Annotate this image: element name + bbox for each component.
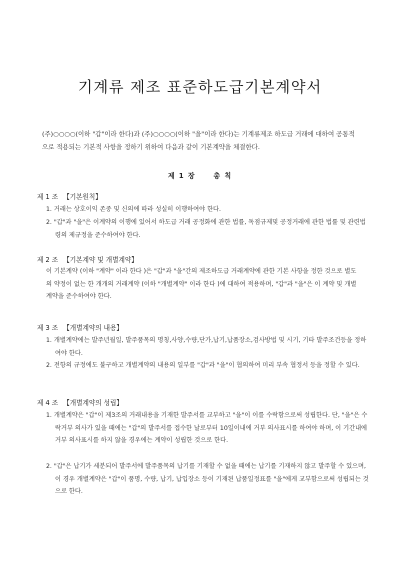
article-4-heading (37, 397, 123, 407)
article-title: 【기본계약 및 개별계약】 (63, 256, 138, 264)
article-title: 【개별계약의 내용】 (63, 324, 124, 332)
article-number: 제 4 조 (37, 399, 59, 407)
article-2-heading (37, 254, 138, 264)
chapter-name: 총 칙 (213, 172, 233, 180)
article-1-heading (37, 191, 102, 201)
document-title: 기계류 제조 표준하도급기본계약서 (78, 78, 322, 96)
article-number: 제 3 조 (37, 324, 59, 332)
article-1-item-1: 1. 거래는 상호이익 존중 및 신의에 따라 성실히 이행하여야 한다. (46, 206, 221, 213)
article-title: 【기본원칙】 (63, 193, 102, 201)
article-1-item-2: 2. "갑"과 "을"은 이계약의 이행에 있어서 하도급 거래 공정화에 관한 법률, 독점규제및 공정거래에 관한 법률 및 관련법령의 제규정을 준수하여야 한다. (46, 219, 366, 239)
chapter-number: 제 1 장 (167, 172, 196, 180)
article-4-item-2: 2. "갑"은 납기가 세분되어 발주서에 발주품목의 납기를 기재할 수 없을 때에는 납기를 기재하지 않고 발주할 수 있으며, 이 경우 개별계약은 "갑"이 품명, 수량, 납기, 납입장소 등이 기재된 납품일정표를 "을"에게 교부함으로써 성립되는 것으로 한다. (46, 463, 369, 495)
chapter-heading (0, 170, 400, 180)
article-3-item-1: 1. 개별계약에는 발주년월일, 발주품목의 명칭,사양,수량,단가,납기,납품장소,검사방법 및 시기, 기타 발주조건등을 정하여야 한다. (46, 337, 367, 357)
article-number: 제 1 조 (37, 193, 59, 201)
article-3-heading (37, 322, 123, 332)
intro-paragraph: (주)○○○○(이하 "갑"이라 한다)과 (주)○○○○(이하 "을"이라 한다)는 기계류제조 하도급 거래에 대하여 공통적으로 적용되는 기본적 사항을 정하기 위하여 다음과 같이 기본계약을 체결한다. (42, 130, 355, 151)
article-2-text: 이 기본계약 (이하 "계약" 이라 한다 )은 "갑"과 "을"간의 제조하도급 거래계약에 관한 기본 사항을 정한 것으로 별도의 약정이 없는 한 개개의 거래계약 (이하 "개별계약" 이라 한다 )에 대하여 적용하며, "갑"과 "을"은 이 계약 및 개별계약을 준수하여야 한다. (46, 268, 357, 300)
article-number: 제 2 조 (37, 256, 59, 264)
article-4-item-1: 1. 개별계약은 "갑"이 제3조의 거래내용을 기재한 발주서를 교부하고 "을"이 이를 수락함으로써 성립한다. 단, "을"은 수락거부 의사가 있을 때에는 "갑"의 발주서를 접수한 날로부터 10일이내에 거부 의사표시를 하여야 하며, 이 기간내에 거부 의사표시를 하지 않을 경우에는 계약이 성립한 것으로 한다. (46, 412, 368, 444)
article-3-item-2: 2. 전항의 규정에도 불구하고 개별계약의 내용의 일부를 "갑"과 "을"이 협의하여 미리 부속 협정서 등을 정할 수 있다. (46, 362, 360, 369)
article-title: 【개별계약의 성립】 (63, 399, 124, 407)
